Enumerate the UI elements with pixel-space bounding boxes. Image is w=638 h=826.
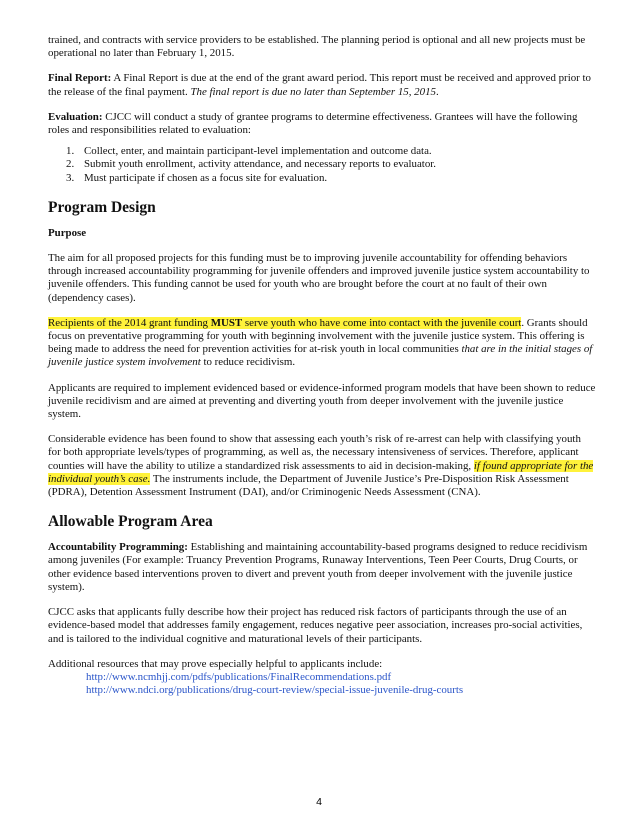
page-number: 4 — [316, 796, 322, 808]
highlight-must: MUST — [210, 316, 243, 329]
evaluation-list — [48, 145, 596, 185]
list-number: 3. — [66, 171, 75, 184]
purpose-end-2: to reduce recidivism. — [200, 356, 296, 369]
purpose-text-3: Applicants are required to implement evidenced based or evidence-informed program models that have been shown to reduce juvenile recidivism and are aimed at preventing and diverting youth from deeper involvement with the juvenile justice system. — [48, 381, 596, 421]
accountability-paragraph — [48, 541, 596, 594]
cjcc-paragraph — [48, 606, 596, 646]
highlight-text-b: serve youth who have come into contact with the juvenile court — [242, 316, 522, 329]
cjcc-text: CJCC asks that applicants fully describe how their project has reduced risk factors of participants through the use of an evidence-based model that addresses family engagement, reduces negative peer association, increases pro-social activities, and is tailored to the individual cognitive and maturational levels of their participants. — [48, 606, 583, 645]
list-text: Must participate if chosen as a focus site for evaluation. — [84, 171, 328, 184]
purpose-text-1: The aim for all proposed projects for this funding must be to improving juvenile accountability for offending behaviors through increased accountability programming for juvenile offenders and improved juvenile justice system accountability to juvenile offenders. This funding cannot be used for youth who are brought before the court at no fault of their own (dependency cases). — [48, 252, 590, 304]
purpose-italic-2: that are in the initial stages of juvenile justice system involvement — [48, 343, 593, 369]
program-design-heading: Program Design — [48, 198, 156, 216]
list-number: 1. — [66, 145, 75, 158]
purpose-paragraph-1 — [48, 252, 596, 305]
highlight-if-found: if found appropriate for the individual youth’s case. — [48, 459, 594, 485]
list-text: Submit youth enrollment, activity attendance, and necessary reports to evaluator. — [84, 158, 437, 171]
evaluation-text: CJCC will conduct a study of grantee programs to determine effectiveness. Grantees will have the following roles and responsibilities related to evaluation: — [48, 110, 578, 137]
final-report-deadline: The final report is due no later than September 15, 2015 — [190, 85, 436, 98]
accountability-label: Accountability Programming: — [48, 541, 188, 554]
final-report-text: A Final Report is due at the end of the grant award period. This report must be received and approved prior to the release of the final payment. — [48, 72, 591, 98]
intro-text: trained, and contracts with service providers to be established. The planning period is optional and all new projects must be operational no later than February 1, 2015. — [48, 34, 586, 60]
link-ndci[interactable]: http://www.ndci.org/publications/drug-court-review/special-issue-juvenile-drug-courts — [86, 684, 464, 697]
list-number: 2. — [66, 158, 75, 171]
highlight-recipients — [48, 317, 521, 329]
purpose-text-2: . Grants should focus on preventative programming for youth with beginning involvement with the juvenile justice system. This offering is being made to address the need for prevention activities for at-risk youth in local communities — [48, 316, 588, 356]
highlight-text-a: Recipients of the 2014 grant funding — [48, 316, 211, 329]
purpose-text-4: Considerable evidence has been found to show that assessing each youth’s risk of re-arrest can help with classifying youth for both appropriate levels/types of programming, as well as, the necessary intensiveness of services. Therefore, applicant counties will have the ability to utilize a standardized risk assessments to aid in decision-making, — [48, 433, 581, 472]
purpose-end-4: The instruments include, the Department of Juvenile Justice’s Pre-Disposition Risk Assessment (PDRA), Detention Assessment Instrument (DAI), and/or Criminogenic Needs Assessment (CNA). — [48, 472, 569, 499]
list-text: Collect, enter, and maintain participant-level implementation and outcome data. — [84, 145, 432, 158]
resources-intro: Additional resources that may prove especially helpful to applicants include: — [48, 657, 383, 670]
list-item — [48, 158, 596, 171]
evaluation-label: Evaluation: — [48, 110, 103, 123]
intro-paragraph — [48, 34, 596, 60]
evaluation-paragraph — [48, 111, 596, 137]
purpose-paragraph-2 — [48, 317, 596, 370]
allowable-program-heading: Allowable Program Area — [48, 513, 213, 531]
accountability-text: Establishing and maintaining accountability-based programs designed to reduce recidivism among juveniles (For example: Truancy Prevention Programs, Runaway Interventions, Teen Peer Courts, Drug Courts, or other evidence based interventions proven to divert and prevent youth from deeper involvement with the juvenile justice system). — [48, 541, 588, 593]
list-item — [48, 172, 596, 185]
final-report-paragraph — [48, 72, 596, 98]
purpose-paragraph-3 — [48, 382, 596, 422]
final-report-end: . — [435, 85, 439, 98]
link-ncmhjj[interactable]: http://www.ncmhjj.com/pdfs/publications/FinalRecommendations.pdf — [86, 670, 392, 683]
list-item — [48, 145, 596, 158]
purpose-paragraph-4 — [48, 433, 596, 499]
purpose-heading: Purpose — [48, 226, 87, 239]
final-report-label: Final Report: — [48, 72, 112, 85]
resource-links — [86, 671, 596, 697]
